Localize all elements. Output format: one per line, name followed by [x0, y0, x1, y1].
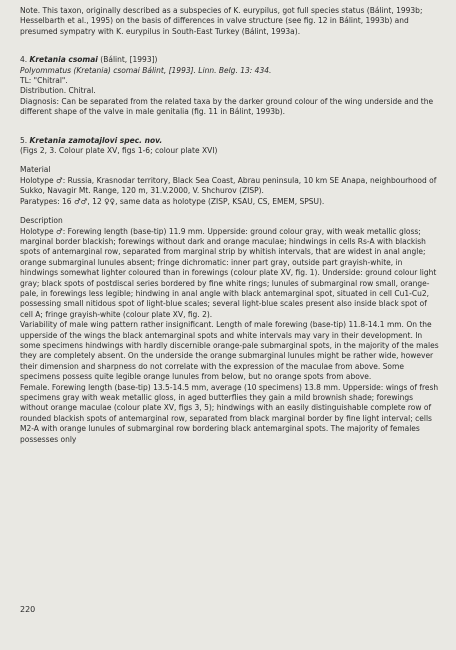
original-combination: Polyommatus (Kretania) csomai Bálint, [1993]. Linn. Belg. 13: 434. [20, 65, 272, 75]
species-author: (Bálint, [1993]) [100, 55, 158, 65]
spacer [20, 37, 442, 55]
distribution: Distribution. Chitral. [20, 86, 96, 96]
species-section-zamotajlovi [20, 136, 442, 445]
description-title: Description [20, 216, 63, 226]
spacer [20, 156, 442, 165]
paratypes-data: Paratypes: 16 ♂♂, 12 ♀♀, same data as holotype (ZISP, KSAU, CS, EMEM, SPSU). [20, 196, 325, 206]
holotype-data: Holotype ♂: Russia, Krasnodar territory, Black Sea Coast, Abrau peninsula, 10 km SE Anapa, neighbourhood of Sukko, Navagir Mt. Range, 120 m, 31.V.2000, V. Shchurov (ZISP). [20, 175, 437, 196]
species-heading [20, 136, 442, 146]
variability-paragraph: Variability of male wing pattern rather insignificant. Length of male forewing (base-tip) 11.8-14.1 mm. On the upperside of the wings the black antemarginal spots and white intervals may vary in their development. In some specimens hindwings with hardly discernible orange-pale submarginal spots, in the majority of the males they are completely absent. On the underside the orange submarginal lunules might be rather wide, however their dimension and sharpness do not correlate with the expression of the maculae from above. Some specimens possess quite legible orange lunules from below, but no orange spots from above. [20, 320, 439, 382]
type-locality: TL: "Chitral". [20, 76, 68, 86]
heading-number: 5. [20, 135, 28, 145]
spacer [20, 207, 442, 216]
page-number: 220 [20, 605, 36, 614]
female-description: Female. Forewing length (base-tip) 13.5-14.5 mm, average (10 specimens) 13.8 mm. Upperside: wings of fresh specimens gray with weak metallic gloss, in aged butterflies they gain a mild brownish shade; forewings without orange maculae (colour plate XV, figs 3, 5); hindwings with an easily distinguishable complete row of rounded blackish spots of antemarginal row, separated from black marginal border by fine light interval; cells M2-A with orange lunules of submarginal row bordering black antemarginal spots. The majority of females possesses only [20, 382, 439, 444]
figure-reference: (Figs 2, 3. Colour plate XV, figs 1-6; colour plate XVI) [20, 146, 218, 156]
note-paragraph: Note. This taxon, originally described as a subspecies of K. eurypilus, got full species status (Bálint, 1993b; Hesselbarth et al., 1995) on the basis of differences in valve structure (see fig. 12 in Bálint, 1993b) and presumed sympatry with K. eurypilus in South-East Turkey (Bálint, 1993a). [20, 6, 423, 36]
species-section-csomai [20, 55, 442, 117]
species-name: Kretania zamotajlovi spec. nov. [29, 135, 163, 145]
spacer [20, 118, 442, 136]
species-name: Kretania csomai [29, 55, 98, 65]
heading-number: 4. [20, 55, 28, 65]
material-title: Material [20, 165, 51, 175]
description-male: Holotype ♂: Forewing length (base-tip) 11.9 mm. Upperside: ground colour gray, with weak metallic gloss; marginal border blackish; forewings without dark and orange maculae; hindwings in cells Rs-A with blackish spots of antemarginal row, separated from marginal strip by whitish intervals, that are widest in anal angle; orange submarginal lunules absent; fringe dichromatic: inner part gray, outside part grayish-white, in hindwings somewhat lighter coloured than in forewings (colour plate XV, fig. 1). Underside: ground colour light gray; black spots of postdiscal series bordered by fine white rings; lunules of submarginal row small, orange-pale, in forewings less legible; hindwing in anal angle with black antemarginal spot, situated in cell Cu1-Cu2, possessing small nitidous spot of light-blue scales; several light-blue scales present also inside black spot of cell A; fringe grayish-white (colour plate XV, fig. 2). [20, 226, 437, 319]
species-heading [20, 55, 442, 65]
diagnosis: Diagnosis: Can be separated from the related taxa by the darker ground colour of the wing underside and the different shape of the valve in male genitalia (fig. 11 in Bálint, 1993b). [20, 96, 434, 117]
